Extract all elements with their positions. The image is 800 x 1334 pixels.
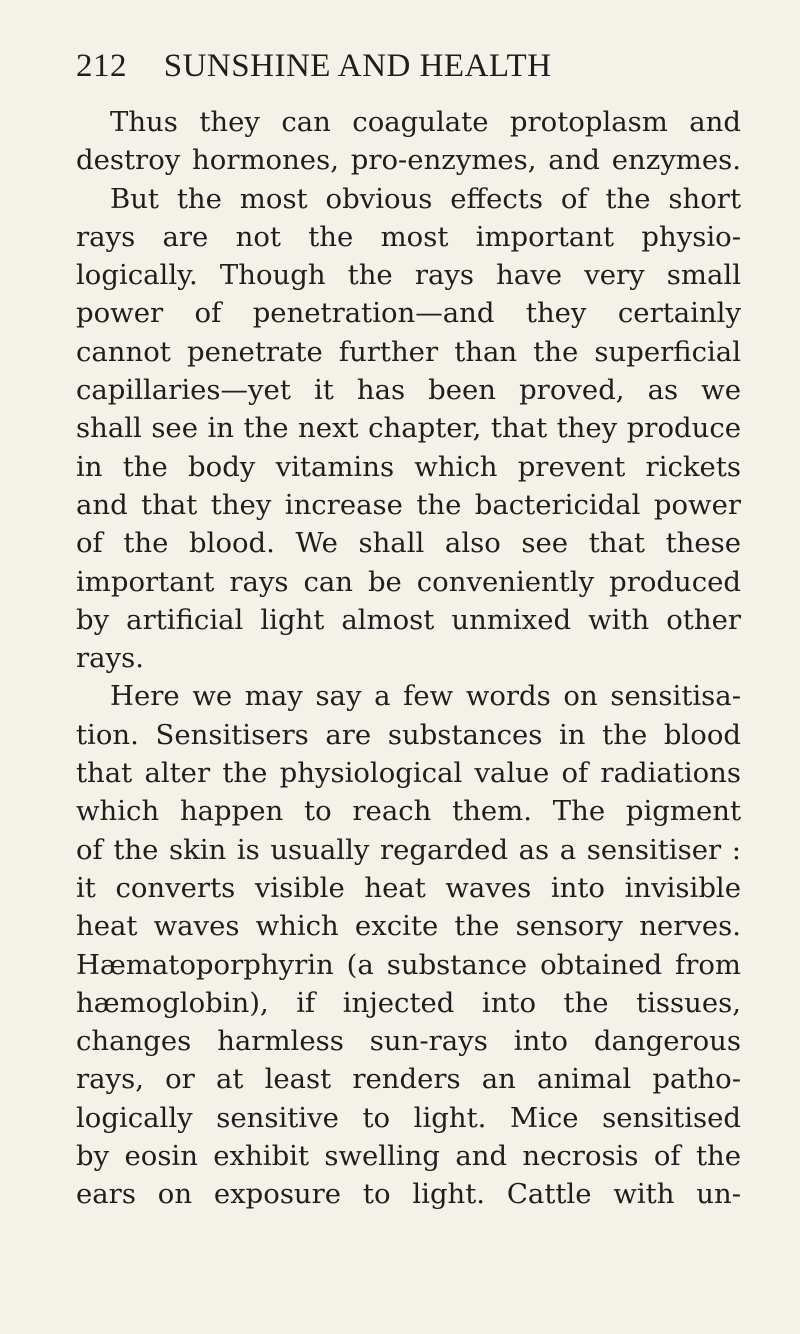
text-line: shall see in the next chapter, that they produce — [76, 412, 741, 445]
text-line: and that they increase the bactericidal power — [76, 488, 741, 521]
text-line: of the skin is usually regarded as a sensitiser : — [76, 833, 741, 866]
text-line: that alter the physiological value of radiations — [76, 757, 741, 790]
text-line: power of penetration—and they certainly — [76, 297, 741, 330]
text-line: by artificial light almost unmixed with other — [76, 603, 741, 636]
text-line: logically. Though the rays have very small — [76, 259, 741, 292]
running-head: SUNSHINE AND HEALTH — [163, 48, 552, 84]
text-line: logically sensitive to light. Mice sensitised — [76, 1101, 741, 1134]
text-line: But the most obvious effects of the short — [110, 182, 741, 215]
text-line: changes harmless sun-rays into dangerous — [76, 1025, 741, 1058]
text-line: capillaries—yet it has been proved, as we — [76, 374, 741, 407]
text-line: hæmoglobin), if injected into the tissues, — [76, 986, 741, 1019]
text-line: important rays can be conveniently produced — [76, 565, 741, 598]
text-line: of the blood. We shall also see that these — [76, 527, 741, 560]
text-line: by eosin exhibit swelling and necrosis of the — [76, 1140, 741, 1173]
text-line: Thus they can coagulate protoplasm and — [110, 106, 741, 138]
text-line: it converts visible heat waves into invisible — [76, 871, 741, 904]
text-line: Here we may say a few words on sensitisa- — [110, 680, 741, 713]
page-header — [76, 44, 736, 88]
body-text — [76, 103, 741, 1214]
text-line: Hæmatoporphyrin (a substance obtained from — [76, 948, 741, 981]
text-line: in the body vitamins which prevent rickets — [76, 450, 741, 483]
text-line: ears on exposure to light. Cattle with un- — [76, 1178, 741, 1211]
text-line: rays are not the most important physio- — [76, 220, 741, 253]
text-line: rays, or at least renders an animal patho- — [76, 1063, 741, 1096]
text-line: rays. — [76, 642, 144, 675]
page-number: 212 — [76, 48, 127, 84]
text-line: which happen to reach them. The pigment — [76, 795, 741, 828]
text-line: cannot penetrate further than the superficial — [76, 335, 741, 368]
text-line: tion. Sensitisers are substances in the blood — [76, 718, 741, 751]
text-line: heat waves which excite the sensory nerves. — [76, 910, 741, 943]
text-line: destroy hormones, pro-enzymes, and enzymes. — [76, 144, 741, 177]
